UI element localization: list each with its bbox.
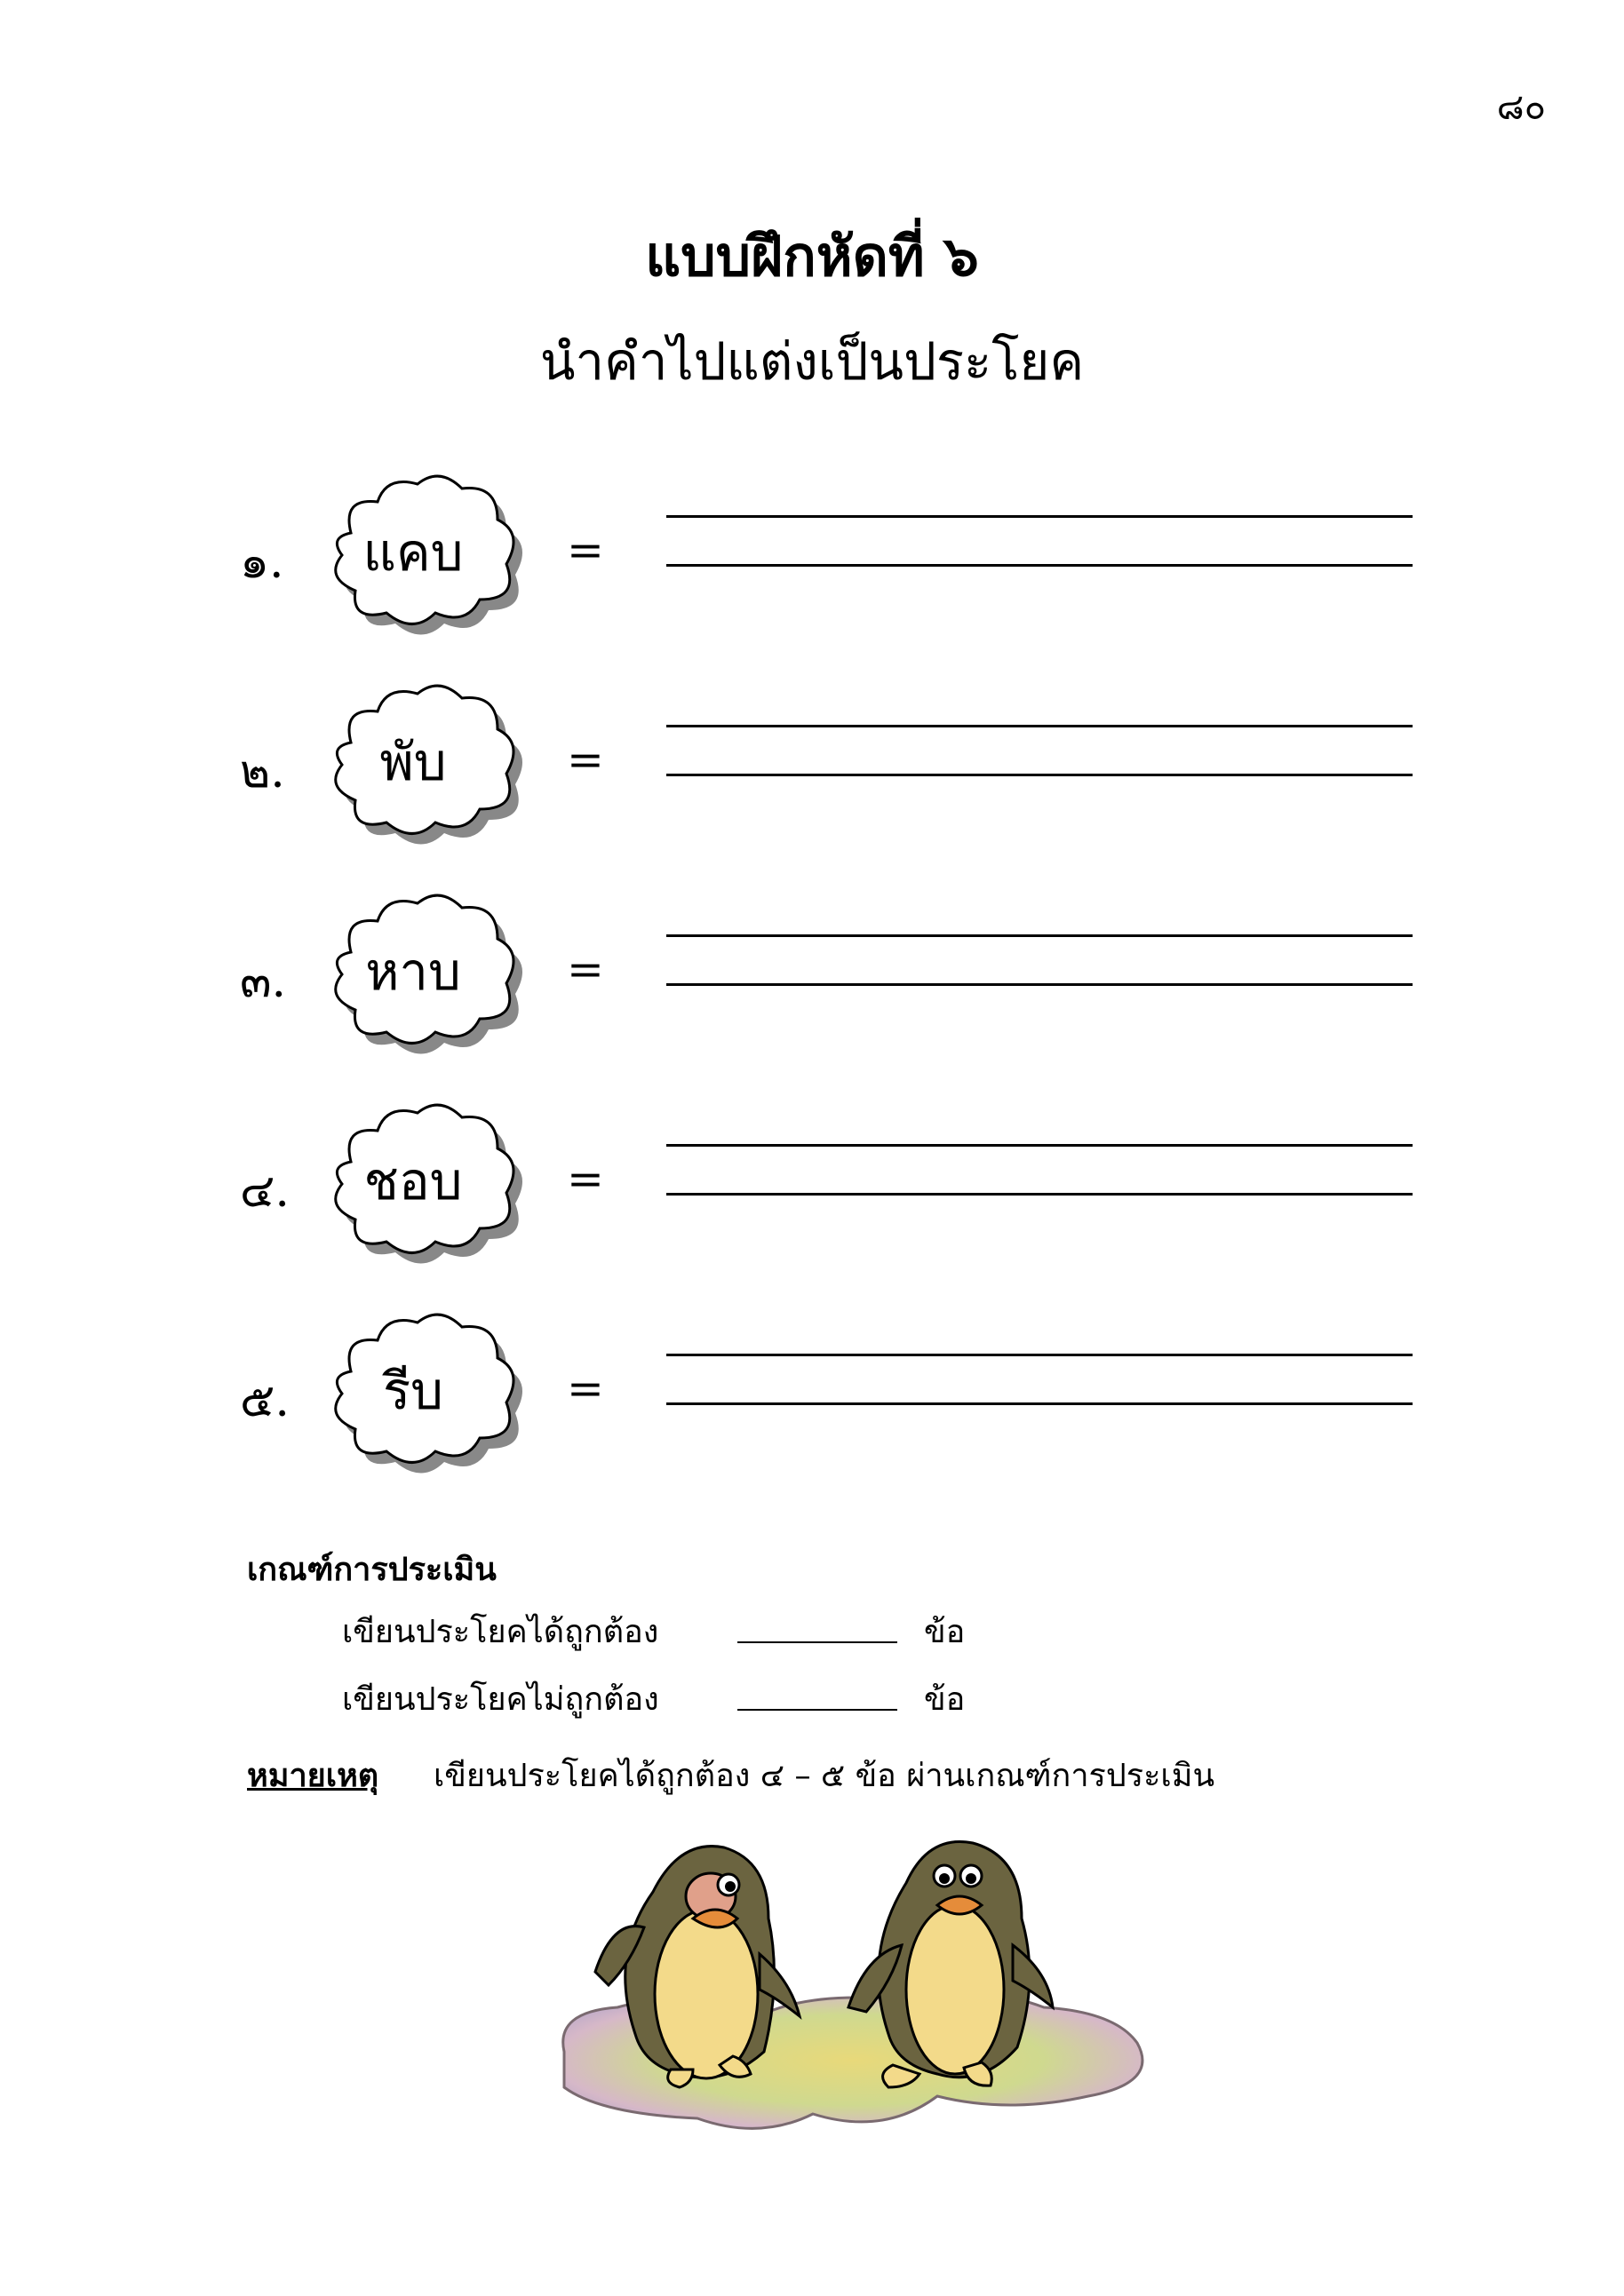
criteria-row-incorrect <box>342 1673 1053 1718</box>
exercise-item-5 <box>240 1300 1421 1478</box>
answer-line[interactable] <box>666 515 1413 518</box>
exercise-item-3 <box>240 881 1421 1059</box>
criteria-heading: เกณฑ์การประเมิน <box>247 1551 497 1588</box>
note <box>247 1750 1402 1800</box>
equals-sign: = <box>567 734 604 785</box>
note-text: เขียนประโยคได้ถูกต้อง ๔ – ๕ ข้อ ผ่านเกณฑ์การประเมิน <box>434 1758 1215 1794</box>
exercise-number: ๑. <box>240 536 284 589</box>
note-label: หมายเหตุ <box>247 1757 379 1794</box>
penguins-icon <box>546 1830 1168 2149</box>
answer-line[interactable] <box>666 725 1413 727</box>
equals-sign: = <box>567 1363 604 1414</box>
exercise-instruction: นำคำไปแต่งเป็นประโยค <box>539 331 1085 392</box>
word-cloud <box>315 881 529 1059</box>
exercise-number: ๔. <box>240 1164 290 1218</box>
exercise-item-1 <box>240 462 1421 640</box>
equals-sign: = <box>567 1153 604 1204</box>
exercise-number: ๕. <box>240 1374 290 1427</box>
criteria-unit: ข้อ <box>924 1614 966 1650</box>
answer-line[interactable] <box>666 934 1413 937</box>
answer-line[interactable] <box>666 983 1413 986</box>
exercise-number: ๒. <box>240 745 285 798</box>
vocabulary-word: พับ <box>379 732 447 792</box>
answer-line[interactable] <box>666 1402 1413 1405</box>
equals-sign: = <box>567 943 604 995</box>
page-number: ๘๐ <box>1496 87 1546 128</box>
answer-line[interactable] <box>666 1193 1413 1196</box>
criteria-label: เขียนประโยคไม่ถูกต้อง <box>342 1681 659 1718</box>
exercise-item-4 <box>240 1091 1421 1268</box>
word-cloud <box>315 1300 529 1478</box>
equals-sign: = <box>567 524 604 576</box>
answer-line[interactable] <box>666 1144 1413 1147</box>
word-cloud <box>315 1091 529 1268</box>
exercise-number: ๓. <box>240 955 287 1008</box>
criteria-row-correct <box>342 1606 1053 1650</box>
score-blank[interactable] <box>737 1641 897 1643</box>
vocabulary-word: แคบ <box>362 522 464 583</box>
vocabulary-word: ชอบ <box>363 1151 463 1212</box>
exercise-item-2 <box>240 671 1421 849</box>
word-cloud <box>315 462 529 640</box>
criteria-label: เขียนประโยคได้ถูกต้อง <box>342 1614 659 1650</box>
vocabulary-word: รีบ <box>383 1361 443 1421</box>
word-cloud <box>315 671 529 849</box>
criteria-unit: ข้อ <box>924 1681 966 1718</box>
answer-line[interactable] <box>666 774 1413 776</box>
answer-line[interactable] <box>666 1354 1413 1356</box>
score-blank[interactable] <box>737 1709 897 1711</box>
answer-line[interactable] <box>666 564 1413 567</box>
exercise-title: แบบฝึกหัดที่ ๖ <box>645 224 979 289</box>
vocabulary-word: หาบ <box>365 941 461 1002</box>
two-penguins-on-ice-illustration <box>546 1830 1168 2153</box>
